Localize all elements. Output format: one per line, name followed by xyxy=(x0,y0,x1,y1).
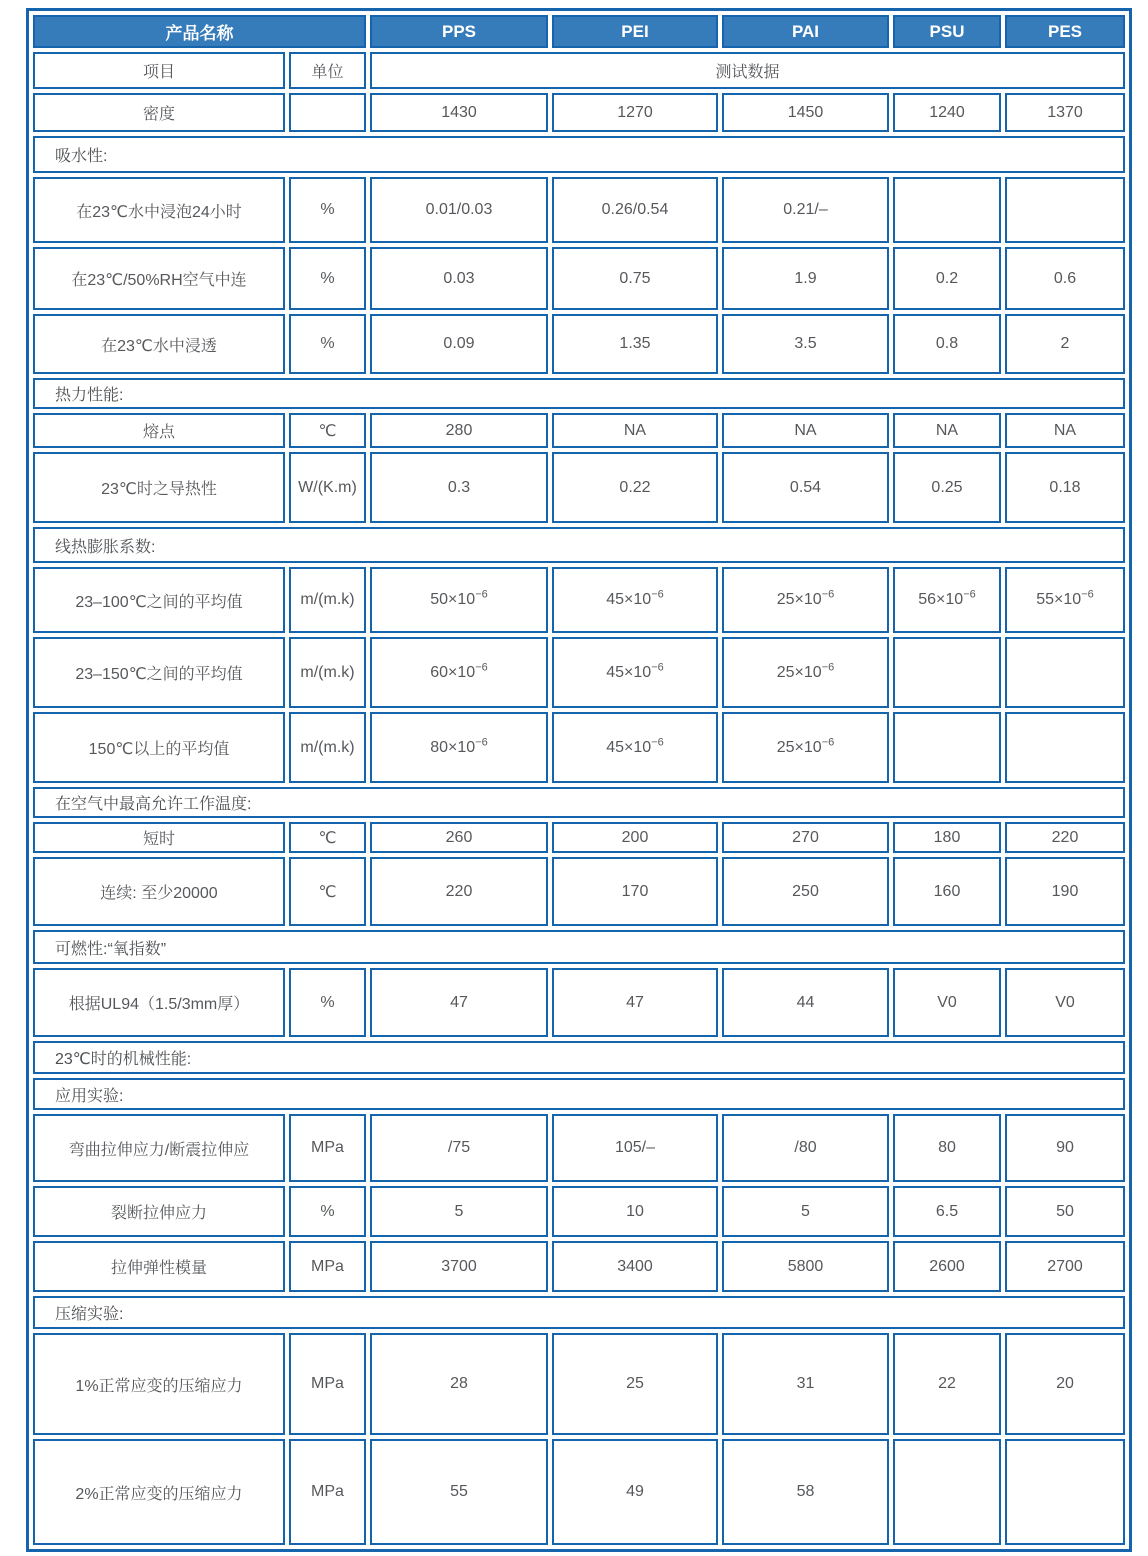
section-label: 热力性能: xyxy=(33,378,1125,409)
row-unit: W/(K.m) xyxy=(289,452,366,523)
cell-value: 25 xyxy=(552,1333,718,1435)
row-unit: MPa xyxy=(289,1241,366,1292)
cell-value: 0.54 xyxy=(722,452,889,523)
row-label: 在23℃/50%RH空气中连 xyxy=(33,247,285,310)
cell-value: 0.8 xyxy=(893,314,1001,374)
cell-value: 2 xyxy=(1005,314,1125,374)
section-row xyxy=(33,787,1125,818)
product-spec-table xyxy=(26,8,1132,1552)
table-body xyxy=(33,93,1125,1545)
row-label: 在23℃水中浸透 xyxy=(33,314,285,374)
row-unit: m/(m.k) xyxy=(289,637,366,708)
row-unit: % xyxy=(289,247,366,310)
cell-value: 0.25 xyxy=(893,452,1001,523)
cell-value xyxy=(1005,177,1125,243)
cell-value: 220 xyxy=(370,857,548,926)
cell-value xyxy=(1005,712,1125,783)
row-unit: % xyxy=(289,177,366,243)
superscript: −6 xyxy=(821,736,835,749)
cell-value: 1270 xyxy=(552,93,718,132)
section-label: 可燃性:“氧指数” xyxy=(33,930,1125,964)
table-row xyxy=(33,93,1125,132)
product-col-pes: PES xyxy=(1005,15,1125,48)
cell-value: 280 xyxy=(370,413,548,448)
superscript: −6 xyxy=(651,588,664,601)
row-unit: ℃ xyxy=(289,413,366,448)
product-col-pps: PPS xyxy=(370,15,548,48)
row-unit xyxy=(289,93,366,132)
product-col-pei: PEI xyxy=(552,15,718,48)
cell-value: $56\times 10^{-6}$ xyxy=(893,567,1001,633)
row-unit: % xyxy=(289,968,366,1037)
cell-value: 44 xyxy=(722,968,889,1037)
cell-value xyxy=(893,712,1001,783)
cell-value xyxy=(1005,637,1125,708)
cell-value: 0.09 xyxy=(370,314,548,374)
cell-value: 0.21/– xyxy=(722,177,889,243)
cell-value: 220 xyxy=(1005,822,1125,853)
row-label: 弯曲拉伸应力/断震拉伸应 xyxy=(33,1114,285,1182)
row-label: 熔点 xyxy=(33,413,285,448)
unit-label-cell: 单位 xyxy=(289,52,366,89)
cell-value: 28 xyxy=(370,1333,548,1435)
cell-value: 58 xyxy=(722,1439,889,1545)
cell-value: 0.75 xyxy=(552,247,718,310)
row-label: 2%正常应变的压缩应力 xyxy=(33,1439,285,1545)
section-label: 压缩实验: xyxy=(33,1296,1125,1329)
table-row xyxy=(33,1186,1125,1237)
cell-value: 47 xyxy=(552,968,718,1037)
cell-value: $80\times 10^{-6}$ xyxy=(370,712,548,783)
table-row xyxy=(33,413,1125,448)
section-row xyxy=(33,1041,1125,1074)
cell-value: 90 xyxy=(1005,1114,1125,1182)
superscript: −6 xyxy=(475,661,488,674)
cell-value: 1450 xyxy=(722,93,889,132)
section-label: 23℃时的机械性能: xyxy=(33,1041,1125,1074)
cell-value: 200 xyxy=(552,822,718,853)
cell-value: NA xyxy=(893,413,1001,448)
table-row xyxy=(33,857,1125,926)
cell-value: 170 xyxy=(552,857,718,926)
section-label: 应用实验: xyxy=(33,1078,1125,1110)
cell-value: 2600 xyxy=(893,1241,1001,1292)
row-label: 23–150℃之间的平均值 xyxy=(33,637,285,708)
cell-value: 270 xyxy=(722,822,889,853)
section-row xyxy=(33,1296,1125,1329)
row-unit: MPa xyxy=(289,1333,366,1435)
cell-value: 0.22 xyxy=(552,452,718,523)
cell-value: 0.01/0.03 xyxy=(370,177,548,243)
section-label: 在空气中最高允许工作温度: xyxy=(33,787,1125,818)
item-label-cell: 项目 xyxy=(33,52,285,89)
cell-value: $25\times 10^{-6}$ xyxy=(722,567,889,633)
cell-value: 80 xyxy=(893,1114,1001,1182)
section-row xyxy=(33,930,1125,964)
cell-value: 1370 xyxy=(1005,93,1125,132)
cell-value: 5 xyxy=(722,1186,889,1237)
section-row xyxy=(33,136,1125,173)
cell-value: $50\times 10^{-6}$ xyxy=(370,567,548,633)
cell-value: $45\times 10^{-6}$ xyxy=(552,567,718,633)
table-row xyxy=(33,567,1125,633)
product-col-pai: PAI xyxy=(722,15,889,48)
section-row xyxy=(33,527,1125,563)
cell-value xyxy=(893,637,1001,708)
superscript: −6 xyxy=(1081,588,1094,601)
cell-value: 190 xyxy=(1005,857,1125,926)
cell-value: 6.5 xyxy=(893,1186,1001,1237)
cell-value xyxy=(893,177,1001,243)
cell-value: 2700 xyxy=(1005,1241,1125,1292)
row-label: 23–100℃之间的平均值 xyxy=(33,567,285,633)
cell-value: V0 xyxy=(893,968,1001,1037)
section-label: 线热膨胀系数: xyxy=(33,527,1125,563)
table-row xyxy=(33,247,1125,310)
row-unit: MPa xyxy=(289,1114,366,1182)
table-row xyxy=(33,1439,1125,1545)
superscript: −6 xyxy=(821,588,835,601)
test-data-cell: 测试数据 xyxy=(370,52,1125,89)
cell-value: 1430 xyxy=(370,93,548,132)
cell-value: NA xyxy=(1005,413,1125,448)
row-label: 在23℃水中浸泡24小时 xyxy=(33,177,285,243)
superscript: −6 xyxy=(821,661,835,674)
cell-value: 1240 xyxy=(893,93,1001,132)
row-label: 密度 xyxy=(33,93,285,132)
cell-value: 3.5 xyxy=(722,314,889,374)
table-row xyxy=(33,1241,1125,1292)
row-unit: m/(m.k) xyxy=(289,712,366,783)
product-col-psu: PSU xyxy=(893,15,1001,48)
cell-value xyxy=(1005,1439,1125,1545)
superscript: −6 xyxy=(651,661,664,674)
cell-value: /80 xyxy=(722,1114,889,1182)
table-row xyxy=(33,1114,1125,1182)
row-label: 短时 xyxy=(33,822,285,853)
section-label: 吸水性: xyxy=(33,136,1125,173)
superscript: −6 xyxy=(475,588,488,601)
row-label: 150℃以上的平均值 xyxy=(33,712,285,783)
table-row xyxy=(33,177,1125,243)
cell-value: 250 xyxy=(722,857,889,926)
cell-value: 5800 xyxy=(722,1241,889,1292)
cell-value: V0 xyxy=(1005,968,1125,1037)
cell-value: $60\times 10^{-6}$ xyxy=(370,637,548,708)
cell-value: NA xyxy=(552,413,718,448)
cell-value: 0.6 xyxy=(1005,247,1125,310)
cell-value: 31 xyxy=(722,1333,889,1435)
table-row xyxy=(33,822,1125,853)
cell-value: 47 xyxy=(370,968,548,1037)
superscript: −6 xyxy=(963,588,976,601)
table-row xyxy=(33,637,1125,708)
table-row xyxy=(33,968,1125,1037)
cell-value: 55 xyxy=(370,1439,548,1545)
cell-value: 1.9 xyxy=(722,247,889,310)
cell-value: /75 xyxy=(370,1114,548,1182)
cell-value: $25\times 10^{-6}$ xyxy=(722,637,889,708)
cell-value: 260 xyxy=(370,822,548,853)
table-row xyxy=(33,1333,1125,1435)
table-row xyxy=(33,712,1125,783)
cell-value: 20 xyxy=(1005,1333,1125,1435)
cell-value: 0.2 xyxy=(893,247,1001,310)
cell-value: $45\times 10^{-6}$ xyxy=(552,637,718,708)
cell-value: 0.03 xyxy=(370,247,548,310)
row-unit: m/(m.k) xyxy=(289,567,366,633)
row-label: 拉伸弹性模量 xyxy=(33,1241,285,1292)
cell-value: 22 xyxy=(893,1333,1001,1435)
row-unit: % xyxy=(289,314,366,374)
cell-value: 1.35 xyxy=(552,314,718,374)
cell-value: 3400 xyxy=(552,1241,718,1292)
table-row xyxy=(33,314,1125,374)
cell-value: 49 xyxy=(552,1439,718,1545)
product-name-header: 产品名称 xyxy=(33,15,366,48)
row-label: 根据UL94（1.5/3mm厚） xyxy=(33,968,285,1037)
table-row xyxy=(33,452,1125,523)
cell-value: $25\times 10^{-6}$ xyxy=(722,712,889,783)
section-row xyxy=(33,1078,1125,1110)
row-label: 23℃时之导热性 xyxy=(33,452,285,523)
row-unit: ℃ xyxy=(289,857,366,926)
cell-value: $45\times 10^{-6}$ xyxy=(552,712,718,783)
cell-value: 160 xyxy=(893,857,1001,926)
row-unit: MPa xyxy=(289,1439,366,1545)
row-unit: % xyxy=(289,1186,366,1237)
cell-value: 0.3 xyxy=(370,452,548,523)
superscript: −6 xyxy=(651,736,664,749)
row-unit: ℃ xyxy=(289,822,366,853)
superscript: −6 xyxy=(475,736,488,749)
section-row xyxy=(33,378,1125,409)
cell-value: 50 xyxy=(1005,1186,1125,1237)
row-label: 连续: 至少20000 xyxy=(33,857,285,926)
cell-value: 105/– xyxy=(552,1114,718,1182)
header-row xyxy=(33,15,1125,48)
cell-value: 3700 xyxy=(370,1241,548,1292)
cell-value: $55\times 10^{-6}$ xyxy=(1005,567,1125,633)
row-label: 1%正常应变的压缩应力 xyxy=(33,1333,285,1435)
row-label: 裂断拉伸应力 xyxy=(33,1186,285,1237)
cell-value: 0.18 xyxy=(1005,452,1125,523)
cell-value: 10 xyxy=(552,1186,718,1237)
subheader-row xyxy=(33,52,1125,89)
cell-value xyxy=(893,1439,1001,1545)
cell-value: 0.26/0.54 xyxy=(552,177,718,243)
cell-value: 5 xyxy=(370,1186,548,1237)
cell-value: 180 xyxy=(893,822,1001,853)
cell-value: NA xyxy=(722,413,889,448)
